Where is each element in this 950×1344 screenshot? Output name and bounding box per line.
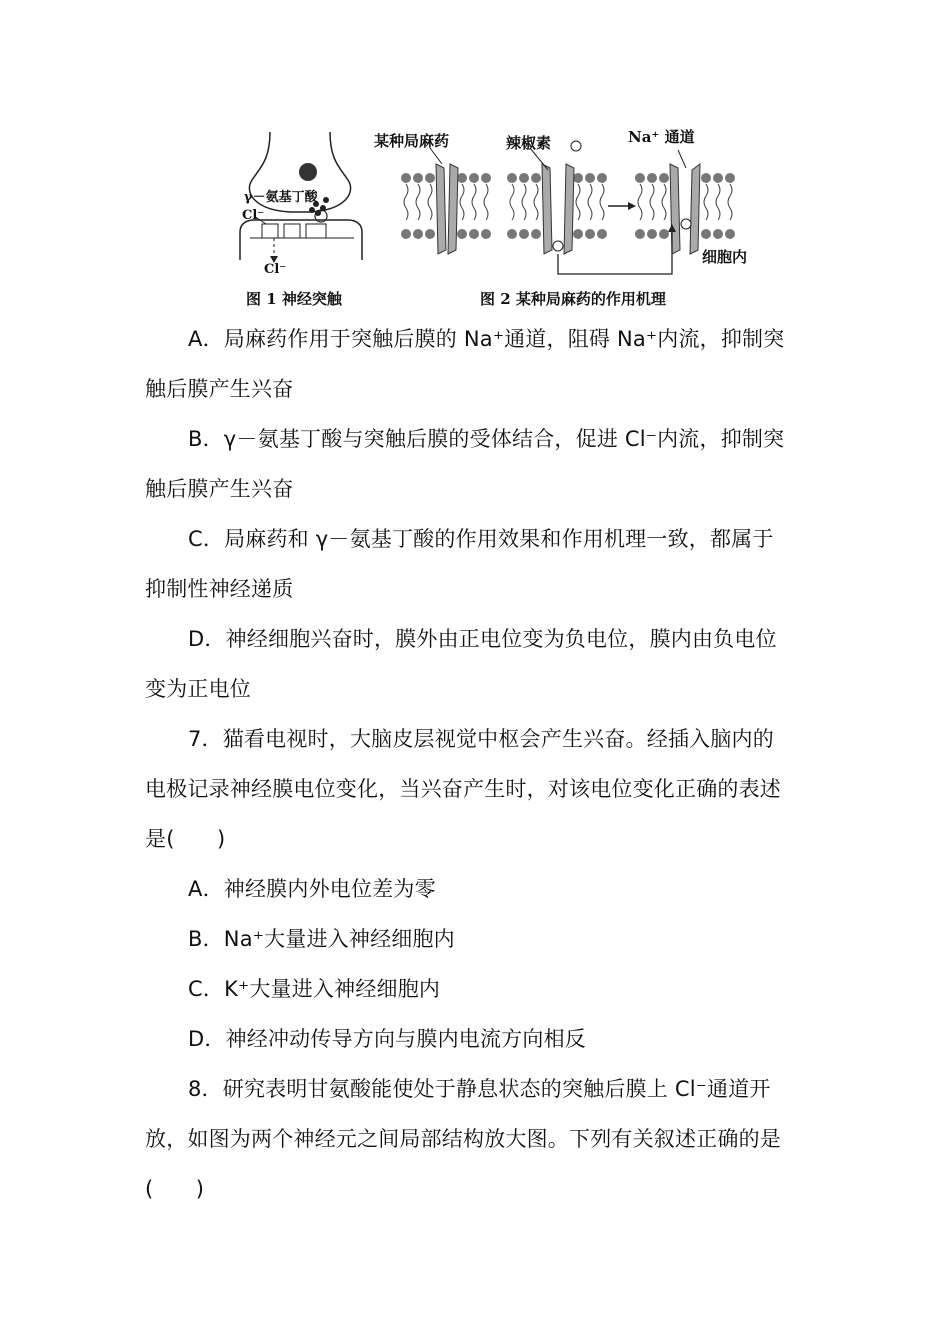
q6-option-d-line2: 变为正电位	[145, 677, 251, 701]
label-capsaicin: 辣椒素	[506, 134, 552, 152]
label-cl-bottom: Cl⁻	[264, 262, 287, 277]
q8-stem-line1: 8．研究表明甘氨酸能使处于静息状态的突触后膜上 Cl⁻通道开	[188, 1077, 771, 1101]
label-intracellular: 细胞内	[702, 248, 748, 266]
q7-stem-line3: 是( )	[145, 827, 226, 851]
label-cl-top: Cl⁻	[242, 208, 265, 223]
q6-option-a-line2: 触后膜产生兴奋	[145, 377, 294, 401]
q7-option-b: B．Na⁺大量进入神经细胞内	[188, 927, 455, 951]
q6-option-a-line1: A．局麻药作用于突触后膜的 Na⁺通道，阻碍 Na⁺内流，抑制突	[188, 327, 785, 351]
q7-stem-line2: 电极记录神经膜电位变化，当兴奋产生时，对该电位变化正确的表述	[145, 777, 781, 801]
q6-option-b-line1: B．γ－氨基丁酸与突触后膜的受体结合，促进 Cl⁻内流，抑制突	[188, 427, 785, 451]
figure-drawing	[230, 120, 770, 312]
label-anesthetic: 某种局麻药	[374, 132, 450, 150]
q8-stem-line2: 放，如图为两个神经元之间局部结构放大图。下列有关叙述正确的是	[145, 1127, 781, 1151]
fig2-caption: 图 2 某种局麻药的作用机理	[480, 290, 666, 308]
label-na-channel: Na⁺ 通道	[628, 128, 695, 146]
q6-option-c-line2: 抑制性神经递质	[145, 577, 294, 601]
q6-option-d-line1: D．神经细胞兴奋时，膜外由正电位变为负电位，膜内由负电位	[188, 627, 777, 651]
q6-option-b-line2: 触后膜产生兴奋	[145, 477, 294, 501]
figure-synapse-anesthetic	[230, 120, 770, 312]
q6-option-c-line1: C．局麻药和 γ－氨基丁酸的作用效果和作用机理一致，都属于	[188, 527, 774, 551]
label-gaba: γ－氨基丁酸	[244, 190, 318, 205]
fig1-caption: 图 1 神经突触	[246, 290, 342, 308]
q7-option-d: D．神经冲动传导方向与膜内电流方向相反	[188, 1027, 586, 1051]
q8-stem-line3: ( )	[145, 1177, 205, 1201]
q7-option-c: C．K⁺大量进入神经细胞内	[188, 977, 441, 1001]
q7-stem-line1: 7．猫看电视时，大脑皮层视觉中枢会产生兴奋。经插入脑内的	[188, 727, 774, 751]
q7-option-a: A．神经膜内外电位差为零	[188, 877, 436, 901]
